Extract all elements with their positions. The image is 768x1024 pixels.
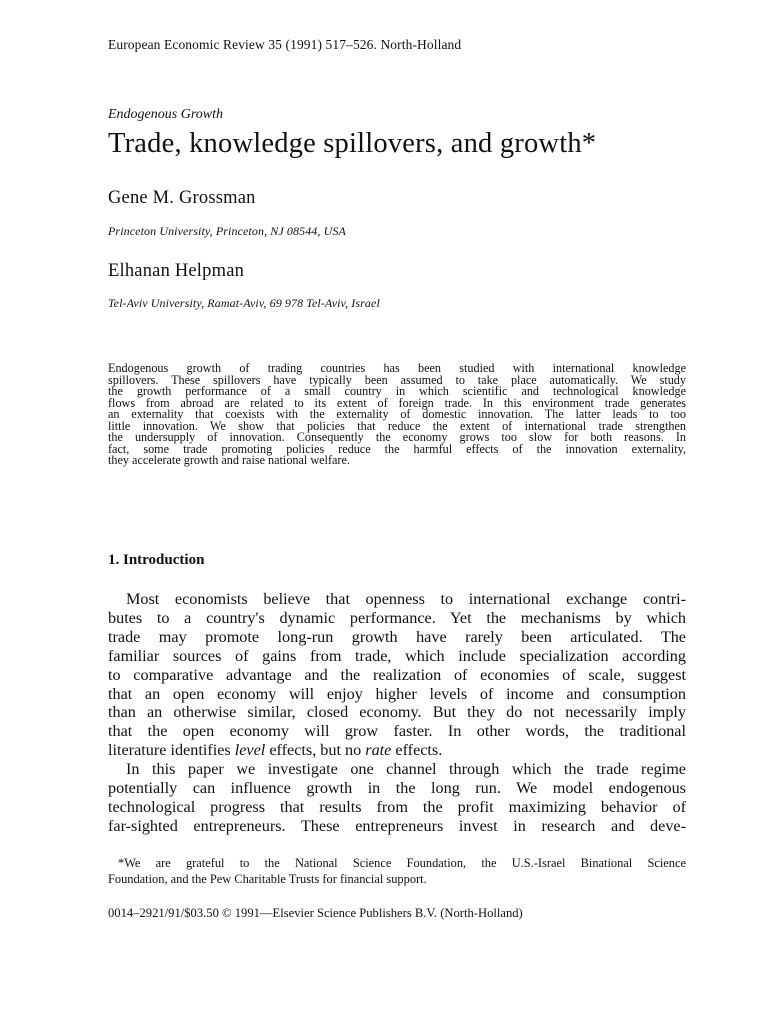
body-line: technological progress that results from the profit maximizing behavior of: [108, 797, 686, 816]
abstract-line: the undersupply of innovation. Consequently the economy grows too slow for both reasons. In: [108, 430, 686, 445]
body-line: that an open economy will enjoy higher levels of income and consumption: [108, 684, 686, 703]
section-heading: 1. Introduction: [108, 552, 205, 568]
body-line: than an otherwise similar, closed economy. But they do not necessarily imply: [108, 703, 686, 722]
abstract-line: spillovers. These spillovers have typically been assumed to take place automatically. We study: [108, 372, 686, 387]
body-line: butes to a country's dynamic performance. Yet the mechanisms by which: [108, 608, 686, 627]
body-line: In this paper we investigate one channel through which the trade regime: [126, 760, 686, 779]
abstract-line: little innovation. We show that policies that reduce the extent of international trade strengthen: [108, 418, 686, 433]
abstract-line: the growth performance of a small country in which scientific and technological knowledge: [108, 384, 686, 399]
author-affiliation-2: Tel-Aviv University, Ramat-Aviv, 69 978 Tel-Aviv, Israel: [108, 296, 380, 310]
abstract-line: Endogenous growth of trading countries has been studied with international knowledge: [108, 361, 686, 375]
author-affiliation-1: Princeton University, Princeton, NJ 08544, USA: [108, 224, 346, 238]
body-line: familiar sources of gains from trade, which include specialization according: [108, 646, 686, 665]
abstract-line: they accelerate growth and raise national welfare.: [108, 453, 350, 468]
body-line: that the open economy will grow faster. In other words, the traditional: [108, 722, 686, 741]
author-name-1: Gene M. Grossman: [108, 188, 256, 208]
footnote-line: *We are grateful to the National Science Foundation, the U.S.-Israel Binational Science: [118, 856, 686, 870]
abstract-line: fact, some trade promoting policies reduce the harmful effects of the innovation externality,: [108, 441, 686, 456]
footnote-line: Foundation, and the Pew Charitable Trusts for financial support.: [108, 872, 427, 886]
body-line: far-sighted entrepreneurs. These entrepreneurs invest in research and deve-: [108, 816, 686, 835]
body-line: to comparative advantage and the realization of economies of scale, suggest: [108, 665, 686, 684]
abstract: [108, 363, 686, 467]
body-text: [108, 590, 686, 836]
section-label: Endogenous Growth: [108, 107, 223, 122]
footnote: [108, 855, 686, 887]
journal-citation: European Economic Review 35 (1991) 517–526. North-Holland: [108, 37, 462, 52]
body-line: literature identifies level effects, but no rate effects.: [108, 741, 443, 760]
article-title: Trade, knowledge spillovers, and growth*: [108, 128, 597, 159]
abstract-line: flows from abroad are related to its extent of foreign trade. In this environment trade generates: [108, 395, 686, 410]
abstract-line: an externality that coexists with the externality of domestic innovation. The latter leads to too: [108, 407, 686, 422]
author-name-2: Elhanan Helpman: [108, 261, 245, 281]
body-line: Most economists believe that openness to international exchange contri-: [126, 590, 686, 608]
body-line: potentially can influence growth in the long run. We model endogenous: [108, 779, 686, 798]
copyright-line: 0014–2921/91/$03.50 © 1991—Elsevier Science Publishers B.V. (North-Holland): [108, 906, 523, 920]
body-line: trade may promote long-run growth have rarely been articulated. The: [108, 627, 686, 646]
